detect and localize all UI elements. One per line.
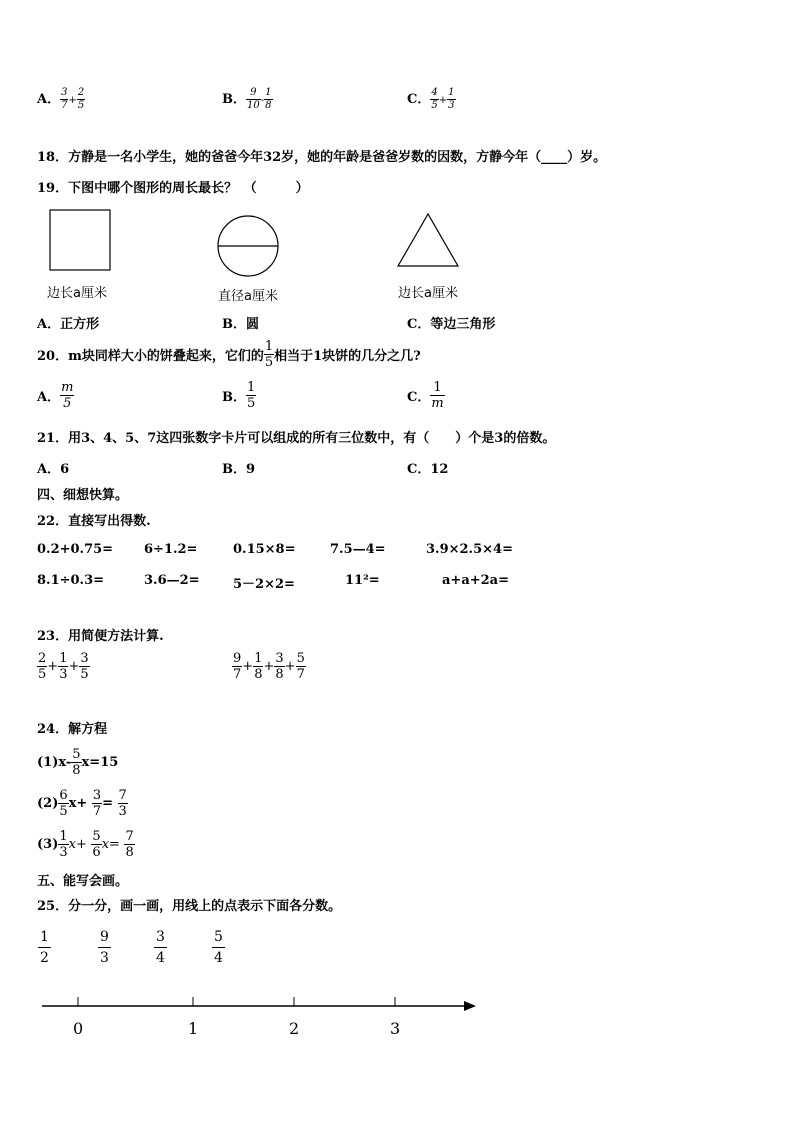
fraction: $\frac{1}{3}$ (448, 87, 455, 111)
q21-option-c[interactable]: C．12 (407, 462, 449, 477)
fraction: $\frac{1}{8}$ (265, 87, 272, 111)
q17-option-a[interactable] (37, 88, 85, 111)
q19-text: 19．下图中哪个图形的周长最长？ （ ） (37, 181, 309, 196)
q24-equation-1: (1)x- $\frac{5}{8}$ x=15 (37, 747, 119, 778)
tick-label: 3 (390, 1019, 401, 1038)
q25-fraction: $\frac{9}{3}$ (100, 929, 109, 966)
q20-text: 20．m块同样大小的饼叠起来，它们的 $\frac{1}{5}$ 相当于1块饼的几分之几? (37, 339, 421, 370)
q21-option-b[interactable]: B．9 (222, 462, 256, 477)
triangle-caption: 边长a厘米 (398, 286, 458, 301)
q20-option-b[interactable]: B． $\frac{1}{5}$ (222, 380, 256, 411)
operator: + (68, 95, 77, 106)
q23-expression-2: $\frac{9}{7}$ + $\frac{1}{8}$ + $\frac{3}{8}$ + $\frac{5}{7}$ (233, 651, 305, 682)
q22-expr: 11²= (345, 573, 380, 588)
q19-figures (40, 204, 480, 284)
operator: - (260, 95, 265, 106)
q20-option-c[interactable]: C． $\frac{1}{m}$ (407, 380, 444, 411)
q21-option-a[interactable]: A．6 (37, 462, 70, 477)
q25-fraction: $\frac{5}{4}$ (214, 929, 223, 966)
q17-option-c[interactable] (407, 88, 456, 111)
fraction: $\frac{1}{5}$ (247, 380, 256, 411)
q22-expr: 7.5—4= (330, 542, 386, 557)
q24-equation-2: (2) $\frac{6}{5}$ x+ $\frac{3}{7}$ = $\frac{7}{3}$ (37, 788, 127, 819)
option-label: B． (222, 92, 246, 107)
triangle-shape (398, 214, 458, 266)
tick-label: 0 (73, 1019, 84, 1038)
section-title: 五、能写会画。 (37, 874, 129, 889)
number-line[interactable] (36, 992, 481, 1016)
section-title: 四、细想快算。 (37, 488, 129, 503)
q22-expr: 5－2×2= (233, 577, 295, 592)
q25-title: 25．分一分，画一画，用线上的点表示下面各分数。 (37, 899, 342, 914)
fraction: $\frac{4}{5}$ (431, 87, 438, 111)
q25-fraction: $\frac{1}{2}$ (40, 929, 49, 966)
tick-label: 2 (289, 1019, 300, 1038)
operator: + (438, 95, 448, 106)
fraction: $\frac{m}{5}$ (61, 380, 74, 411)
square-shape (50, 210, 110, 270)
q19-option-a[interactable]: A．正方形 (37, 317, 100, 332)
q24-title: 24．解方程 (37, 722, 108, 737)
square-caption: 边长a厘米 (47, 286, 107, 301)
fraction: $\frac{3}{7}$ (61, 87, 68, 111)
q19-option-b[interactable]: B．圆 (222, 317, 259, 332)
q23-expression-1: $\frac{2}{5}$ + $\frac{1}{3}$ + $\frac{3}{5}$ (38, 651, 89, 682)
q17-option-b[interactable] (222, 88, 273, 111)
option-label: C． (407, 92, 431, 107)
fraction: $\frac{1}{5}$ (264, 339, 274, 370)
option-label: A． (37, 92, 61, 107)
q22-expr: 0.2+0.75= (37, 542, 114, 557)
q21-text: 21．用3、4、5、7这四张数字卡片可以组成的所有三位数中，有（ ）个是3的倍数。 (37, 431, 556, 446)
q20-option-a[interactable]: A． $\frac{m}{5}$ (37, 380, 74, 411)
q22-expr: 3.6—2= (144, 573, 200, 588)
q22-expr: 8.1÷0.3= (37, 573, 105, 588)
tick-label: 1 (188, 1019, 199, 1038)
q25-fraction: $\frac{3}{4}$ (156, 929, 165, 966)
arrow-head (464, 1001, 476, 1011)
circle-caption: 直径a厘米 (218, 289, 278, 304)
q22-expr: 6÷1.2= (144, 542, 198, 557)
fraction: $\frac{1}{m}$ (431, 380, 444, 411)
q22-title: 22．直接写出得数. (37, 514, 151, 529)
q19-option-c[interactable]: C．等边三角形 (407, 317, 496, 332)
q18-text: 18．方静是一名小学生，她的爸爸今年32岁，她的年龄是爸爸岁数的因数，方静今年（____）岁。 (37, 150, 607, 165)
fraction: $\frac{9}{10}$ (247, 87, 260, 111)
q22-expr: a+a+2a= (442, 573, 509, 588)
q24-equation-3: (3) $\frac{1}{3}$ x+ $\frac{5}{6}$ x= $\frac{7}{8}$ (37, 829, 134, 860)
q22-expr: 3.9×2.5×4= (426, 542, 513, 557)
q22-expr: 0.15×8= (233, 542, 296, 557)
fraction: $\frac{2}{5}$ (77, 87, 85, 111)
q23-title: 23．用简便方法计算. (37, 629, 164, 644)
